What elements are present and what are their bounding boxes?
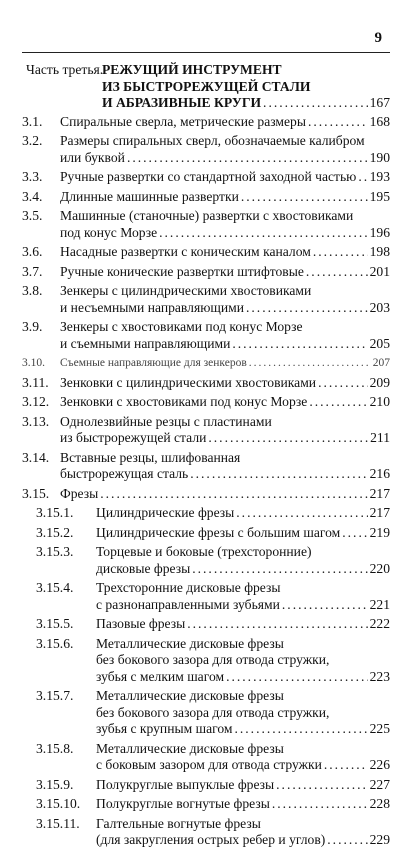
- part-title-line: И АБРАЗИВНЫЕ КРУГИ: [102, 95, 262, 110]
- entry-page: 216: [369, 466, 390, 481]
- part-title-line: ИЗ БЫСТРОРЕЖУЩЕЙ СТАЛИ: [102, 78, 311, 94]
- toc-entry[interactable]: [22, 796, 390, 813]
- part-heading: [22, 62, 390, 112]
- toc-entry[interactable]: [22, 355, 390, 372]
- entry-title-line: без бокового зазора для отвода стружки,: [96, 652, 330, 667]
- dot-leader: [232, 336, 367, 353]
- entry-number: 3.7.: [22, 263, 43, 279]
- entry-title-line: с боковым зазором для отвода стружки: [96, 757, 322, 772]
- entry-body: [60, 505, 390, 522]
- dot-leader: [272, 796, 368, 813]
- entry-page: 229: [369, 832, 390, 847]
- toc-entry[interactable]: [22, 375, 390, 392]
- entry-title-line: Зенкеры с хвостовиками под конус Морзе: [60, 319, 303, 334]
- toc-entry[interactable]: [22, 283, 390, 316]
- entry-title-line: зубья с мелким шагом: [96, 668, 225, 684]
- entry-body: [60, 189, 390, 206]
- entry-last-line: [60, 466, 390, 483]
- entry-last-line: [96, 597, 390, 614]
- entry-page: 196: [369, 224, 390, 240]
- entry-page: 220: [369, 560, 390, 576]
- entry-body: [60, 264, 390, 281]
- entry-last-line: [60, 394, 390, 411]
- entry-number: 3.15.7.: [36, 688, 74, 703]
- toc-entry[interactable]: [22, 688, 390, 738]
- entry-title-line: Насадные развертки с коническим каналом: [60, 244, 311, 259]
- entry-title-line: Зенкеры с цилиндрическими хвостовиками: [60, 283, 312, 298]
- entry-last-line: [60, 336, 390, 353]
- toc-entry[interactable]: [22, 114, 390, 131]
- entry-number: 3.15.3.: [36, 544, 74, 559]
- entry-number: 3.15.10.: [36, 796, 81, 811]
- toc-entry[interactable]: [22, 580, 390, 613]
- dot-leader: [241, 189, 368, 206]
- entry-body: [60, 133, 390, 166]
- toc-entry[interactable]: [22, 264, 390, 281]
- entry-title-line: Ручные конические развертки штифтовые: [60, 263, 304, 279]
- toc-entry[interactable]: [22, 816, 390, 849]
- dot-leader: [276, 777, 367, 794]
- entry-title-line: без бокового зазора для отвода стружки,: [96, 704, 330, 720]
- dot-leader: [308, 114, 368, 131]
- entry-body: [60, 580, 390, 613]
- entry-title-line: и несъемными направляющими: [60, 299, 244, 315]
- dot-leader: [327, 832, 367, 849]
- entry-title-line: Съемные направляющие для зенкеров: [60, 357, 247, 369]
- entry-title-line: Трехсторонние дисковые фрезы: [96, 580, 281, 595]
- entry-last-line: [60, 355, 390, 372]
- entry-page: 221: [369, 596, 390, 612]
- entry-title-line: Фрезы: [60, 485, 99, 501]
- entry-title-line: зубья с крупным шагом: [96, 721, 233, 736]
- entry-title-line: Длинные машинные развертки: [60, 188, 239, 204]
- toc-entry[interactable]: [22, 394, 390, 411]
- entry-title-line: Металлические дисковые фрезы: [96, 740, 284, 756]
- entry-body: [60, 636, 390, 686]
- entry-page: 217: [369, 485, 390, 501]
- entry-last-line: [60, 375, 390, 392]
- dot-leader: [226, 669, 368, 686]
- entry-number: 3.4.: [22, 188, 43, 204]
- entry-page: 198: [369, 244, 390, 259]
- dot-leader: [208, 430, 368, 447]
- entry-last-line: [96, 561, 390, 578]
- entry-body: [60, 394, 390, 411]
- dot-leader: [342, 525, 367, 542]
- entry-number: 3.15.1.: [36, 505, 74, 520]
- dot-leader: [100, 486, 367, 503]
- entry-number: 3.15.: [22, 485, 50, 501]
- entry-number: 3.10.: [22, 357, 45, 369]
- header-rule: [22, 52, 390, 53]
- toc-entry[interactable]: [22, 189, 390, 206]
- entry-number: 3.6.: [22, 244, 43, 259]
- dot-leader: [249, 355, 371, 372]
- entry-title-line: под конус Морзе: [60, 224, 158, 240]
- dot-leader: [263, 95, 368, 112]
- toc-entry[interactable]: [22, 777, 390, 794]
- entry-title-line: (для закругления острых ребер и углов): [96, 832, 326, 847]
- entry-body: [60, 169, 390, 186]
- entry-page: 226: [369, 757, 390, 772]
- entry-title-line: с разнонаправленными зубьями: [96, 596, 280, 612]
- entry-last-line: [60, 189, 390, 206]
- entry-number: 3.15.11.: [36, 815, 80, 831]
- entry-title-line: Металлические дисковые фрезы: [96, 688, 284, 703]
- entry-number: 3.5.: [22, 208, 43, 223]
- entry-number: 3.1.: [22, 113, 43, 129]
- dot-leader: [309, 394, 367, 411]
- entry-number: 3.11.: [22, 374, 49, 390]
- entry-last-line: [96, 757, 390, 774]
- part-title-last-line: [102, 95, 390, 112]
- entry-number: 3.15.4.: [36, 580, 74, 595]
- entry-last-line: [96, 525, 390, 542]
- dot-leader: [313, 244, 368, 261]
- entry-page: 203: [369, 299, 390, 315]
- toc-entry[interactable]: [22, 244, 390, 261]
- entry-last-line: [60, 244, 390, 261]
- entry-page: 210: [369, 394, 390, 409]
- entry-title-line: Цилиндрические фрезы с большим шагом: [96, 524, 341, 540]
- dot-leader: [236, 505, 367, 522]
- entry-number: 3.12.: [22, 394, 50, 409]
- entry-body: [60, 796, 390, 813]
- entry-last-line: [60, 430, 390, 447]
- entry-title-line: Полукруглые вогнутые фрезы: [96, 796, 270, 811]
- entry-body: [60, 355, 390, 372]
- entry-body: [60, 319, 390, 352]
- dot-leader: [306, 264, 368, 281]
- entry-body: [60, 244, 390, 261]
- entry-number: 3.15.8.: [36, 740, 74, 756]
- entry-title-line: Галтельные вогнутые фрезы: [96, 815, 261, 831]
- entry-last-line: [60, 486, 390, 503]
- part-title-line: РЕЖУЩИЙ ИНСТРУМЕНТ: [102, 62, 282, 77]
- entry-number: 3.9.: [22, 319, 43, 334]
- toc-entry[interactable]: [22, 486, 390, 503]
- toc-entry[interactable]: [22, 169, 390, 186]
- toc-entries: [22, 114, 390, 849]
- entry-last-line: [60, 114, 390, 131]
- dot-leader: [234, 721, 367, 738]
- entry-body: [60, 816, 390, 849]
- entry-last-line: [60, 300, 390, 317]
- page-number: 9: [374, 30, 382, 46]
- entry-body: [60, 450, 390, 483]
- entry-number: 3.3.: [22, 169, 43, 184]
- dot-leader: [159, 225, 367, 242]
- entry-page: 211: [370, 430, 390, 445]
- entry-page: 222: [369, 616, 390, 631]
- entry-title-line: и съемными направляющими: [60, 335, 231, 351]
- entry-last-line: [96, 505, 390, 522]
- dot-leader: [282, 597, 368, 614]
- entry-page: 201: [369, 263, 390, 279]
- entry-body: [60, 414, 390, 447]
- dot-leader: [324, 757, 368, 774]
- entry-title-line: Однолезвийные резцы с пластинами: [60, 413, 272, 429]
- entry-title-line: Машинные (станочные) развертки с хвостовиками: [60, 208, 354, 223]
- entry-page: 219: [369, 524, 390, 540]
- entry-title-line: Зенковки с цилиндрическими хвостовиками: [60, 374, 317, 390]
- entry-body: [60, 208, 390, 241]
- entry-page: 195: [369, 188, 390, 204]
- toc-entry[interactable]: [22, 741, 390, 774]
- entry-body: [60, 486, 390, 503]
- entry-title-line: Торцевые и боковые (трехсторонние): [96, 544, 312, 559]
- entry-page: 193: [369, 169, 390, 184]
- entry-page: 228: [369, 796, 390, 811]
- entry-number: 3.15.6.: [36, 635, 74, 651]
- entry-title-line: из быстрорежущей стали: [60, 430, 207, 445]
- dot-leader: [190, 466, 367, 483]
- entry-body: [60, 616, 390, 633]
- entry-title-line: Спиральные сверла, метрические размеры: [60, 113, 306, 129]
- entry-title-line: Вставные резцы, шлифованная: [60, 449, 241, 465]
- dot-leader: [318, 375, 368, 392]
- entry-page: 207: [372, 357, 390, 369]
- entry-page: 209: [369, 374, 390, 390]
- entry-page: 225: [369, 721, 390, 736]
- entry-page: 190: [369, 149, 390, 165]
- entry-last-line: [60, 150, 390, 167]
- toc-entry[interactable]: [22, 133, 390, 166]
- entry-number: 3.15.9.: [36, 776, 74, 792]
- toc-entry[interactable]: [22, 525, 390, 542]
- entry-body: [60, 525, 390, 542]
- entry-number: 3.2.: [22, 133, 43, 148]
- entry-title-line: Цилиндрические фрезы: [96, 505, 235, 520]
- entry-title-line: Металлические дисковые фрезы: [96, 635, 284, 651]
- entry-title-line: Пазовые фрезы: [96, 616, 186, 631]
- toc-entry[interactable]: [22, 505, 390, 522]
- entry-title-line: Полукруглые выпуклые фрезы: [96, 776, 275, 792]
- entry-body: [60, 544, 390, 577]
- entry-page: 205: [369, 335, 390, 351]
- part-prefix: Часть третья.: [26, 62, 104, 77]
- entry-title-line: Зенковки с хвостовиками под конус Морзе: [60, 394, 308, 409]
- entry-title-line: Ручные развертки со стандартной заходной частью: [60, 169, 357, 184]
- entry-last-line: [60, 169, 390, 186]
- toc-entry[interactable]: [22, 208, 390, 241]
- toc-entry[interactable]: [22, 450, 390, 483]
- dot-leader: [187, 616, 367, 633]
- entry-page: 168: [369, 113, 390, 129]
- entry-last-line: [96, 669, 390, 686]
- entry-body: [60, 283, 390, 316]
- entry-last-line: [96, 616, 390, 633]
- entry-title-line: или буквой: [60, 149, 125, 165]
- entry-title-line: Размеры спиральных сверл, обозначаемые калибром: [60, 133, 365, 148]
- entry-number: 3.15.2.: [36, 524, 74, 540]
- entry-page: 217: [369, 505, 390, 520]
- entry-last-line: [96, 777, 390, 794]
- entry-last-line: [60, 264, 390, 281]
- toc-entry[interactable]: [22, 544, 390, 577]
- entry-number: 3.13.: [22, 413, 50, 429]
- toc-entry[interactable]: [22, 636, 390, 686]
- entry-body: [60, 688, 390, 738]
- entry-last-line: [60, 225, 390, 242]
- entry-body: [60, 777, 390, 794]
- entry-title-line: дисковые фрезы: [96, 560, 191, 576]
- dot-leader: [192, 561, 367, 578]
- entry-number: 3.8.: [22, 283, 43, 298]
- part-page: 167: [369, 95, 390, 110]
- dot-leader: [127, 150, 368, 167]
- entry-page: 227: [369, 776, 390, 792]
- entry-body: [60, 114, 390, 131]
- entry-last-line: [96, 796, 390, 813]
- dot-leader: [246, 300, 368, 317]
- dot-leader: [358, 169, 367, 186]
- entry-last-line: [96, 721, 390, 738]
- entry-page: 223: [369, 668, 390, 684]
- entry-body: [60, 741, 390, 774]
- table-of-contents: [22, 62, 390, 852]
- toc-entry[interactable]: [22, 414, 390, 447]
- toc-entry[interactable]: [22, 319, 390, 352]
- entry-body: [60, 375, 390, 392]
- entry-number: 3.14.: [22, 449, 50, 465]
- toc-entry[interactable]: [22, 616, 390, 633]
- entry-last-line: [96, 832, 390, 849]
- entry-number: 3.15.5.: [36, 616, 74, 631]
- entry-title-line: быстрорежущая сталь: [60, 466, 189, 481]
